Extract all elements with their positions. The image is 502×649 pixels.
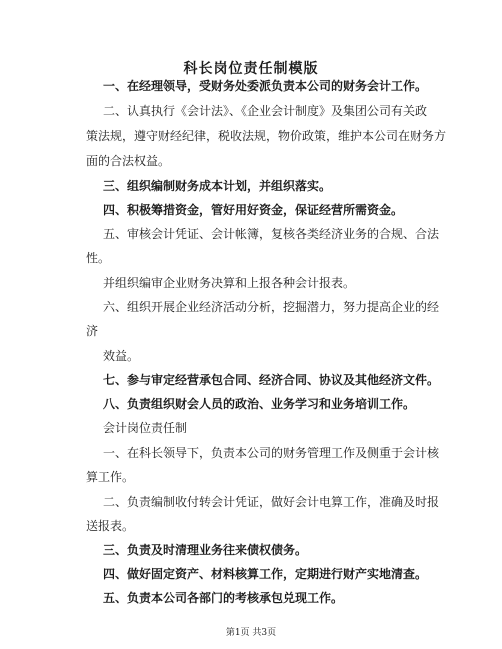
document-title: 科长岗位责任制模版 (183, 61, 319, 77)
paragraph-line: 二、认真执行《会计法》、《企业会计制度》及集团公司有关政 (103, 104, 428, 118)
paragraph-line: 四、做好固定资产、材料核算工作，定期进行财产实地清查。 (103, 567, 428, 581)
paragraph-line: 并组织编审企业财务决算和上报各种会计报表。 (103, 276, 356, 290)
paragraph-line: 算工作。 (86, 470, 135, 484)
paragraph-line: 济 (86, 324, 99, 338)
section-heading: 会计岗位责任制 (103, 421, 188, 435)
paragraph-line: 策法规，遵守财经纪律，税收法规，物价政策，维护本公司在财务方 (86, 129, 447, 143)
paragraph-line: 八、负责组织财会人员的政治、业务学习和业务培训工作。 (103, 397, 416, 411)
paragraph-line: 四、积极筹措资金，管好用好资金，保证经营所需资金。 (103, 203, 404, 217)
paragraph-line: 七、参与审定经营承包合同、经济合同、协议及其他经济文件。 (103, 373, 440, 387)
paragraph-line: 效益。 (103, 349, 140, 363)
paragraph-line: 三、组织编制财务成本计划，并组织落实。 (103, 179, 332, 193)
paragraph-line: 六、组织开展企业经济活动分析，挖掘潜力，努力提高企业的经 (103, 300, 440, 314)
paragraph-line: 二、负责编制收付转会计凭证，做好会计电算工作，准确及时报 (103, 495, 440, 509)
paragraph-line: 一、在科长领导下，负责本公司的财务管理工作及侧重于会计核 (103, 446, 440, 460)
paragraph-line: 一、在经理领导，受财务处委派负责本公司的财务会计工作。 (103, 79, 428, 93)
paragraph-line: 五、审核会计凭证、会计帐簿，复核各类经济业务的合规、合法 (103, 227, 440, 241)
page-number: 第1页 共3页 (225, 628, 277, 638)
paragraph-line: 五、负责本公司各部门的考核承包兑现工作。 (103, 591, 344, 605)
paragraph-line: 三、负责及时清理业务往来债权债务。 (103, 543, 308, 557)
paragraph-line: 面的合法权益。 (86, 154, 171, 168)
paragraph-line: 送报表。 (86, 519, 135, 533)
paragraph-line: 性。 (86, 251, 111, 265)
